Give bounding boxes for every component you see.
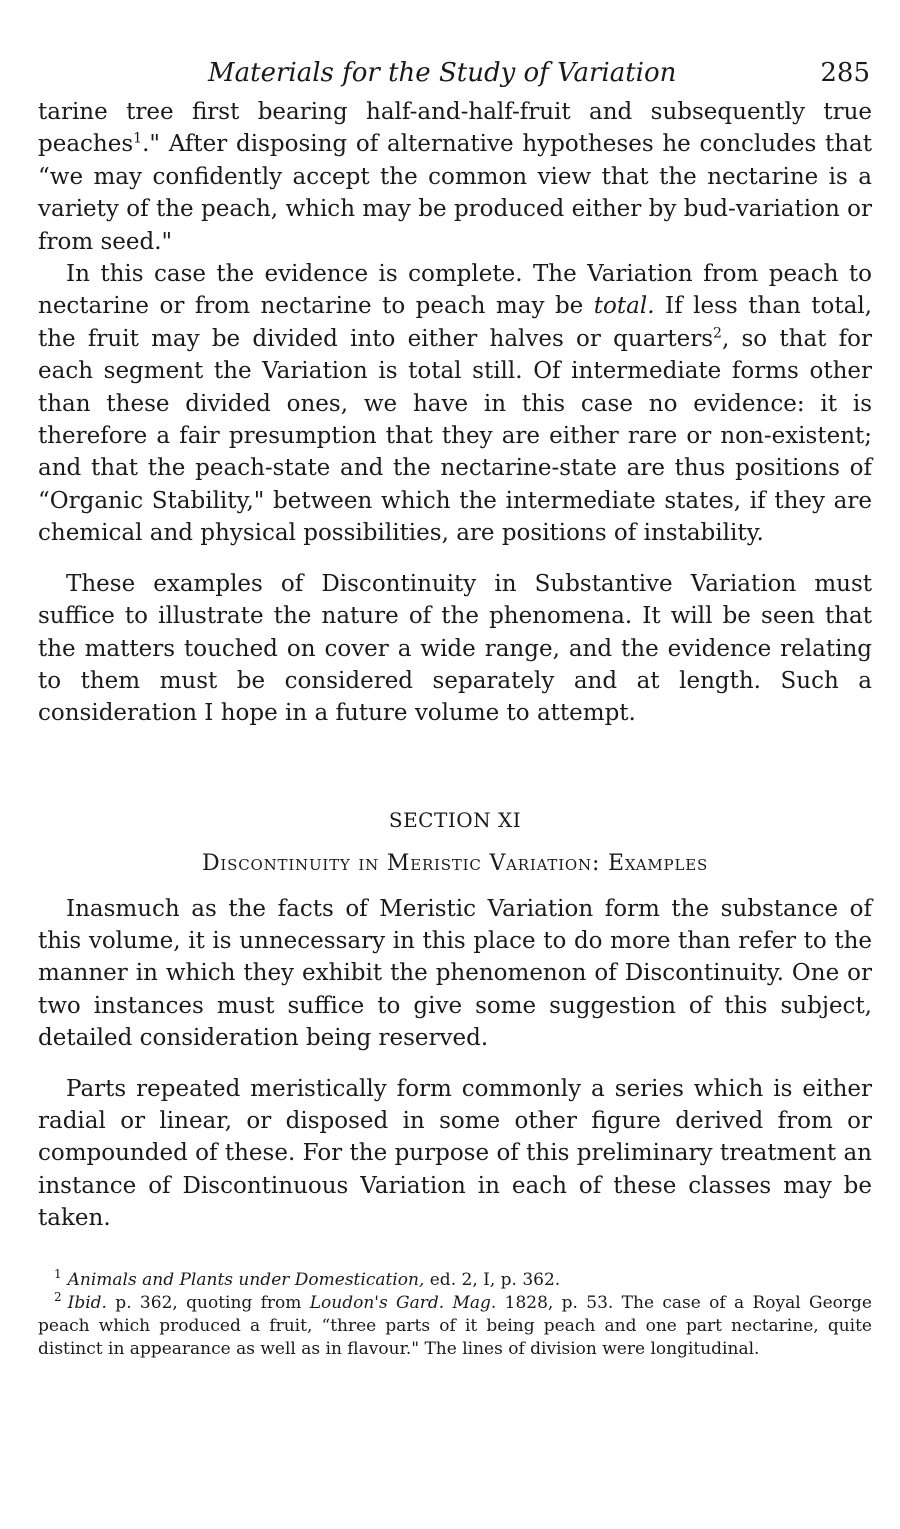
section-title: Discontinuity in Meristic Variation: Examples: [201, 851, 709, 877]
running-header: [38, 52, 872, 96]
paragraph-meristic-intro: Inasmuch as the facts of Meristic Variation form the substance of this volume, it is unnecessary in this place to do more than refer to the manner in which they exhibit the phenomenon of Discontinuity. One or two instances must suffice to give some suggestion of this subject, detailed consideration being reserved.: [38, 895, 872, 1052]
footnote-2: [38, 1289, 872, 1361]
paragraph-text: ." After disposing of alternative hypotheses he concludes that “we may confidently accept the common view that the nectarine is a variety of the peach, which may be produced either by bud-variation or from seed.": [38, 131, 872, 255]
paragraph-text: tarine tree first bearing half-and-half-fruit and subsequently true peaches: [38, 99, 872, 158]
footnote-number: 1: [54, 1266, 62, 1281]
footnote-citation: Animals and Plants under Domestication,: [67, 1269, 425, 1290]
footnote-ref-1: 1: [133, 130, 143, 147]
paragraph-continued: [38, 96, 872, 258]
book-page: [38, 52, 872, 1361]
footnote-ref-2: 2: [713, 325, 722, 342]
footnote-number: 2: [54, 1289, 62, 1304]
footnote-text: ed. 2, I, p. 362.: [424, 1269, 561, 1290]
page-number: 285: [820, 58, 870, 88]
paragraph-text: In this case the evidence is complete. The Variation from peach to nectarine or from nectarine to peach may be: [38, 261, 872, 320]
section-number: SECTION XI: [388, 807, 522, 832]
footnote-citation: Loudon's Gard. Mag.: [309, 1292, 497, 1313]
footnote-text: 1828, p. 53. The case of a Royal George peach which produced a fruit, “three parts of it being peach and one part nectarine, quite distinct in appearance as well as in flavour." The lines of division were longitudinal.: [38, 1292, 872, 1359]
running-title: Materials for the Study of Variation: [208, 58, 677, 88]
body-text: [38, 96, 872, 1235]
footnotes: [38, 1266, 872, 1361]
paragraph-evidence: [38, 258, 872, 550]
footnote-text: p. 362, quoting from: [106, 1292, 310, 1313]
emphasis-text: total.: [593, 293, 655, 320]
paragraph-text: If less than total, the fruit may be divided into either halves or quarters: [38, 293, 872, 352]
paragraph-series: Parts repeated meristically form commonly a series which is either radial or linear, or disposed in some other figure derived from or compounded of these. For the purpose of this preliminary treatment an instance of Discontinuous Variation in each of these classes may be taken.: [38, 1075, 872, 1232]
footnote-citation: Ibid.: [67, 1292, 107, 1313]
footnote-1: [38, 1266, 872, 1292]
paragraph-summary: These examples of Discontinuity in Substantive Variation must suffice to illustrate the nature of the phenomena. It will be seen that the matters touched on cover a wide range, and the evidence relating to them must be considered separately and at length. Such a consideration I hope in a future volume to attempt.: [38, 570, 872, 727]
paragraph-text: , so that for each segment the Variation is total still. Of intermediate forms other than these divided ones, we have in this case no evidence: it is therefore a fair presumption that they are either rare or non-existent; and that the peach-state and the nectarine-state are thus positions of “Organic Stability," between which the intermediate states, if they are chemical and physical possibilities, are positions of instability.: [38, 325, 872, 547]
